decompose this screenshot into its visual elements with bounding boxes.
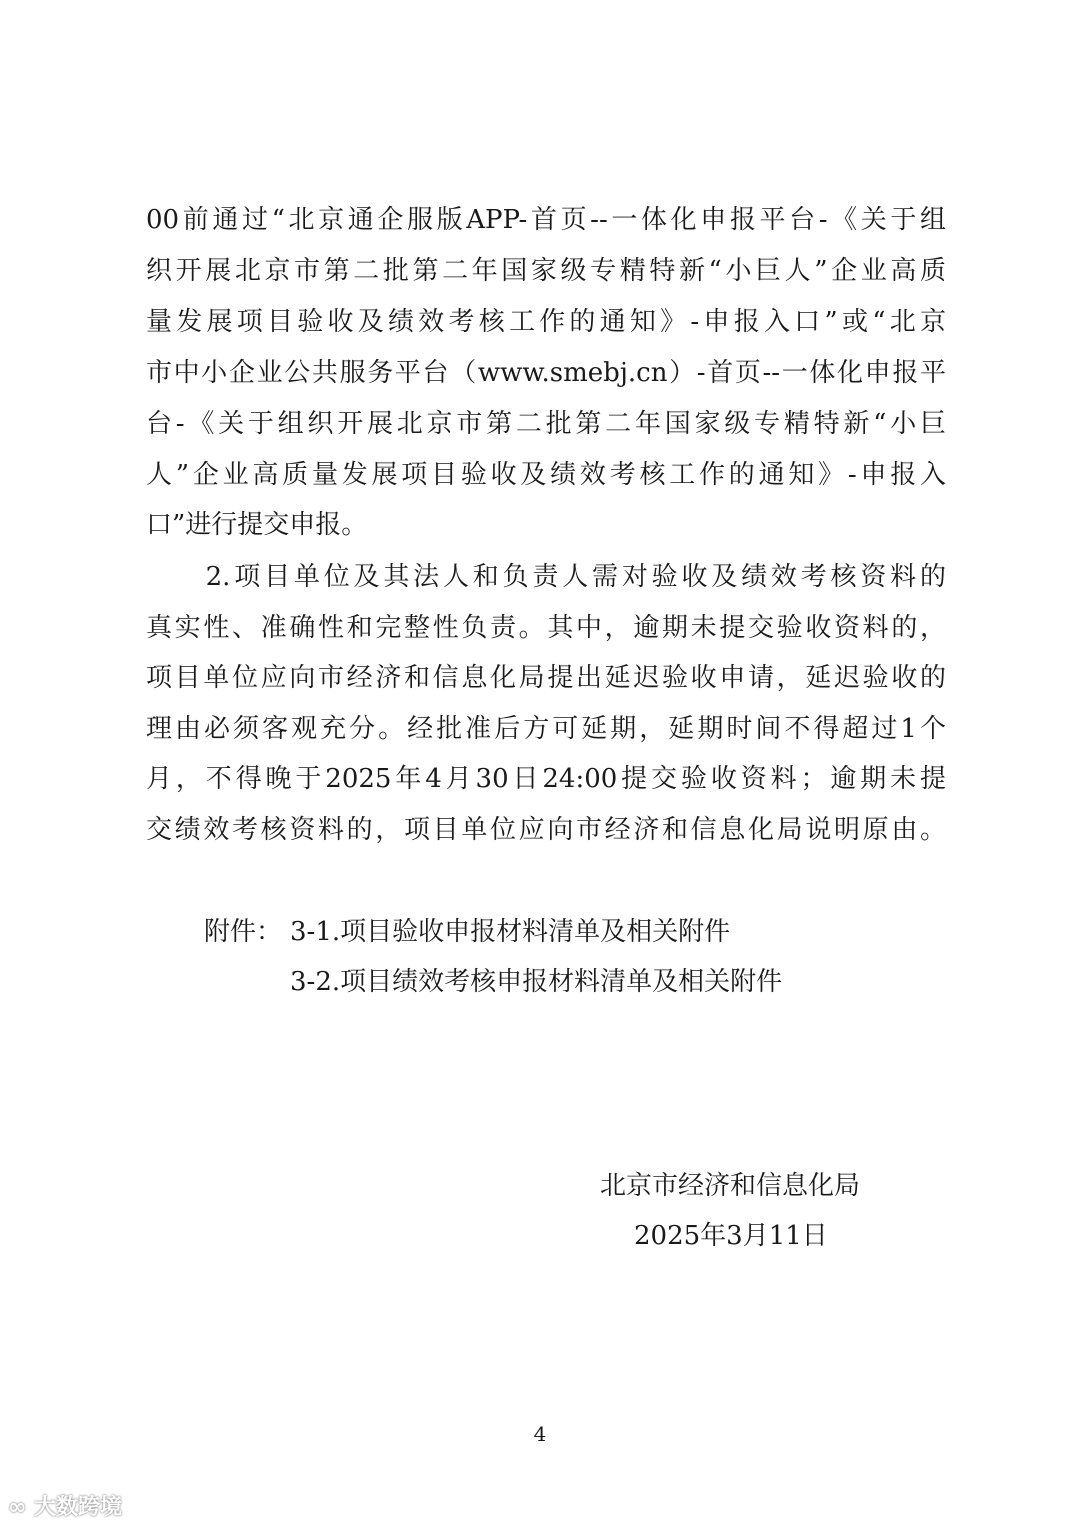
signature-org: 北京市经济和信息化局 <box>600 1171 861 1201</box>
body-line: 量发展项目验收及绩效考核工作的通知》-申报入口”或“北京 <box>146 307 946 337</box>
body-line: 项目单位应向市经济和信息化局提出延迟验收申请，延迟验收的 <box>146 663 946 693</box>
page-number: 4 <box>533 1422 547 1446</box>
body-line: 口”进行提交申报。 <box>146 510 368 540</box>
body-line: 2.项目单位及其法人和负责人需对验收及绩效考核资料的 <box>146 562 946 592</box>
watermark-logo <box>8 1490 122 1521</box>
body-line: 台-《关于组织开展北京市第二批第二年国家级专精特新“小巨 <box>146 409 946 439</box>
body-line: 月，不得晚于2025年4月30日24:00提交验收资料；逾期未提 <box>146 764 946 794</box>
watermark-icon: ∞ <box>8 1495 27 1520</box>
body-line: 交绩效考核资料的，项目单位应向市经济和信息化局说明原由。 <box>146 815 946 845</box>
body-line: 市中小企业公共服务平台（www.smebj.cn）-首页--一体化申报平 <box>146 358 946 388</box>
watermark-text: 大数跨境 <box>34 1495 123 1520</box>
body-line: 理由必须客观充分。经批准后方可延期，延期时间不得超过1个 <box>146 714 946 744</box>
body-line: 人”企业高质量发展项目验收及绩效考核工作的通知》-申报入 <box>146 460 946 490</box>
body-line: 00前通过“北京通企服版APP-首页--一体化申报平台-《关于组 <box>146 205 946 235</box>
signature-date: 2025年3月11日 <box>634 1221 828 1251</box>
attachment-item: 3-1.项目验收申报材料清单及相关附件 <box>290 917 731 947</box>
attachment-item: 3-2.项目绩效考核申报材料清单及相关附件 <box>290 967 783 997</box>
attachments-label: 附件： <box>204 917 283 947</box>
body-line: 真实性、准确性和完整性负责。其中，逾期未提交验收资料的， <box>146 613 946 643</box>
body-line: 织开展北京市第二批第二年国家级专精特新“小巨人”企业高质 <box>146 256 946 286</box>
